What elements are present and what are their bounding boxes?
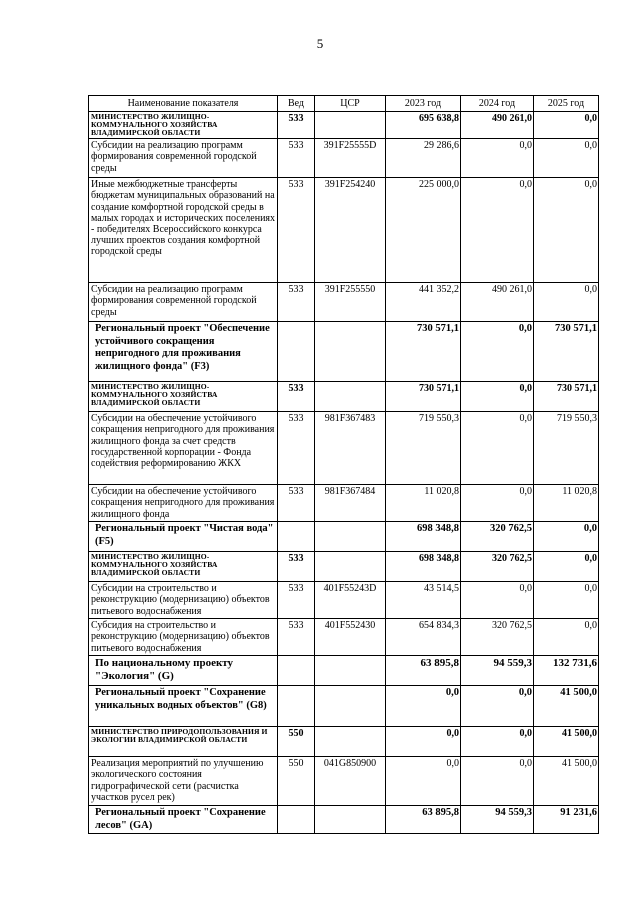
cell-2024: 94 559,3 xyxy=(461,806,534,834)
cell-csr xyxy=(315,806,386,834)
cell-2023: 654 834,3 xyxy=(386,619,461,656)
cell-name: Субсидия на строительство и реконструкцию (модернизацию) объектов питьевого водоснабжения xyxy=(89,619,278,656)
cell-2023: 0,0 xyxy=(386,757,461,806)
header-name: Наименование показателя xyxy=(89,96,278,112)
header-2024: 2024 год xyxy=(461,96,534,112)
cell-csr: 391F255550 xyxy=(315,283,386,322)
table-row xyxy=(89,522,599,552)
cell-ved: 533 xyxy=(278,485,315,522)
table-row xyxy=(89,283,599,322)
table-row xyxy=(89,552,599,582)
cell-ved xyxy=(278,322,315,382)
cell-csr xyxy=(315,727,386,757)
header-2025: 2025 год xyxy=(534,96,599,112)
cell-2025: 132 731,6 xyxy=(534,656,599,686)
cell-2025: 0,0 xyxy=(534,139,599,178)
cell-2023: 730 571,1 xyxy=(386,382,461,412)
cell-2023: 695 638,8 xyxy=(386,112,461,139)
header-csr: ЦСР xyxy=(315,96,386,112)
header-ved: Вед xyxy=(278,96,315,112)
cell-2024: 490 261,0 xyxy=(461,283,534,322)
table-row xyxy=(89,619,599,656)
cell-csr: 391F254240 xyxy=(315,178,386,283)
cell-2023: 698 348,8 xyxy=(386,522,461,552)
cell-name: Региональный проект "Сохранение лесов" (GA) xyxy=(89,806,278,834)
cell-csr: 401F552430 xyxy=(315,619,386,656)
cell-2024: 0,0 xyxy=(461,727,534,757)
cell-ved xyxy=(278,686,315,727)
cell-name: МИНИСТЕРСТВО ЖИЛИЩНО-КОММУНАЛЬНОГО ХОЗЯЙСТВА ВЛАДИМИРСКОЙ ОБЛАСТИ xyxy=(89,382,278,412)
cell-ved: 550 xyxy=(278,757,315,806)
cell-2023: 63 895,8 xyxy=(386,806,461,834)
cell-2025: 0,0 xyxy=(534,112,599,139)
cell-2023: 43 514,5 xyxy=(386,582,461,619)
cell-ved: 533 xyxy=(278,582,315,619)
cell-2023: 225 000,0 xyxy=(386,178,461,283)
cell-name: Иные межбюджетные трансферты бюджетам муниципальных образований на создание комфортной городской среды в малых городах и исторических поселениях - победителях Всероссийского конкурса лучших проектов создания комфортной городской среды xyxy=(89,178,278,283)
cell-2025: 0,0 xyxy=(534,552,599,582)
cell-ved xyxy=(278,806,315,834)
cell-2025: 91 231,6 xyxy=(534,806,599,834)
cell-2023: 0,0 xyxy=(386,686,461,727)
table-row xyxy=(89,656,599,686)
cell-2023: 63 895,8 xyxy=(386,656,461,686)
table-row xyxy=(89,382,599,412)
page-number: 5 xyxy=(316,36,324,51)
cell-csr xyxy=(315,522,386,552)
cell-ved: 533 xyxy=(278,178,315,283)
table-row xyxy=(89,412,599,485)
cell-csr xyxy=(315,656,386,686)
cell-2023: 0,0 xyxy=(386,727,461,757)
cell-name: Региональный проект "Обеспечение устойчивого сокращения непригодного для проживания жилищного фонда" (F3) xyxy=(89,322,278,382)
cell-ved: 533 xyxy=(278,552,315,582)
cell-csr: 981F367483 xyxy=(315,412,386,485)
cell-name: Субсидии на обеспечение устойчивого сокращения непригодного для проживания жилищного фонда xyxy=(89,485,278,522)
cell-2023: 698 348,8 xyxy=(386,552,461,582)
cell-2023: 441 352,2 xyxy=(386,283,461,322)
cell-name: По национальному проекту "Экология" (G) xyxy=(89,656,278,686)
cell-2024: 0,0 xyxy=(461,757,534,806)
table-row xyxy=(89,686,599,727)
cell-csr: 041G850900 xyxy=(315,757,386,806)
cell-2024: 490 261,0 xyxy=(461,112,534,139)
cell-2024: 0,0 xyxy=(461,322,534,382)
cell-name: МИНИСТЕРСТВО ЖИЛИЩНО-КОММУНАЛЬНОГО ХОЗЯЙСТВА ВЛАДИМИРСКОЙ ОБЛАСТИ xyxy=(89,112,278,139)
cell-csr xyxy=(315,112,386,139)
cell-ved: 550 xyxy=(278,727,315,757)
cell-2024: 320 762,5 xyxy=(461,522,534,552)
table-row xyxy=(89,806,599,834)
table-row xyxy=(89,139,599,178)
cell-2025: 41 500,0 xyxy=(534,757,599,806)
cell-ved: 533 xyxy=(278,283,315,322)
cell-2023: 730 571,1 xyxy=(386,322,461,382)
cell-csr xyxy=(315,686,386,727)
cell-ved: 533 xyxy=(278,619,315,656)
table-row xyxy=(89,582,599,619)
cell-csr xyxy=(315,552,386,582)
cell-csr xyxy=(315,382,386,412)
cell-2024: 0,0 xyxy=(461,382,534,412)
cell-ved: 533 xyxy=(278,112,315,139)
table-body xyxy=(89,112,599,834)
cell-2025: 11 020,8 xyxy=(534,485,599,522)
cell-2024: 0,0 xyxy=(461,412,534,485)
cell-2025: 41 500,0 xyxy=(534,727,599,757)
cell-2025: 730 571,1 xyxy=(534,322,599,382)
cell-ved: 533 xyxy=(278,139,315,178)
cell-name: МИНИСТЕРСТВО ПРИРОДОПОЛЬЗОВАНИЯ И ЭКОЛОГИИ ВЛАДИМИРСКОЙ ОБЛАСТИ xyxy=(89,727,278,757)
cell-2023: 29 286,6 xyxy=(386,139,461,178)
cell-2023: 11 020,8 xyxy=(386,485,461,522)
cell-2024: 0,0 xyxy=(461,582,534,619)
cell-2024: 94 559,3 xyxy=(461,656,534,686)
table-header-row xyxy=(89,96,599,112)
cell-name: МИНИСТЕРСТВО ЖИЛИЩНО-КОММУНАЛЬНОГО ХОЗЯЙСТВА ВЛАДИМИРСКОЙ ОБЛАСТИ xyxy=(89,552,278,582)
cell-2024: 320 762,5 xyxy=(461,552,534,582)
cell-2024: 0,0 xyxy=(461,686,534,727)
table-row xyxy=(89,322,599,382)
cell-2024: 0,0 xyxy=(461,485,534,522)
cell-csr: 401F55243D xyxy=(315,582,386,619)
cell-2025: 0,0 xyxy=(534,619,599,656)
cell-csr: 981F367484 xyxy=(315,485,386,522)
table-row xyxy=(89,178,599,283)
table-row xyxy=(89,727,599,757)
cell-name: Реализация мероприятий по улучшению экологического состояния гидрографической сети (расчистка участков русел рек) xyxy=(89,757,278,806)
cell-2025: 719 550,3 xyxy=(534,412,599,485)
cell-csr: 391F25555D xyxy=(315,139,386,178)
cell-2024: 0,0 xyxy=(461,178,534,283)
cell-2024: 320 762,5 xyxy=(461,619,534,656)
cell-2025: 0,0 xyxy=(534,522,599,552)
cell-2024: 0,0 xyxy=(461,139,534,178)
cell-2025: 730 571,1 xyxy=(534,382,599,412)
cell-ved xyxy=(278,522,315,552)
cell-2023: 719 550,3 xyxy=(386,412,461,485)
table-row xyxy=(89,757,599,806)
cell-name: Региональный проект "Сохранение уникальных водных объектов" (G8) xyxy=(89,686,278,727)
cell-2025: 0,0 xyxy=(534,178,599,283)
cell-csr xyxy=(315,322,386,382)
cell-ved: 533 xyxy=(278,412,315,485)
cell-name: Региональный проект "Чистая вода" (F5) xyxy=(89,522,278,552)
table-row xyxy=(89,485,599,522)
cell-2025: 41 500,0 xyxy=(534,686,599,727)
cell-name: Субсидии на реализацию программ формирования современной городской среды xyxy=(89,283,278,322)
budget-table xyxy=(88,95,599,834)
cell-name: Субсидии на обеспечение устойчивого сокращения непригодного для проживания жилищного фонда за счет средств государственной корпорации - Фонда содействия реформированию ЖКХ xyxy=(89,412,278,485)
cell-name: Субсидии на реализацию программ формирования современной городской среды xyxy=(89,139,278,178)
table-row xyxy=(89,112,599,139)
cell-name: Субсидии на строительство и реконструкцию (модернизацию) объектов питьевого водоснабжения xyxy=(89,582,278,619)
cell-2025: 0,0 xyxy=(534,582,599,619)
header-2023: 2023 год xyxy=(386,96,461,112)
cell-ved xyxy=(278,656,315,686)
cell-2025: 0,0 xyxy=(534,283,599,322)
cell-ved: 533 xyxy=(278,382,315,412)
